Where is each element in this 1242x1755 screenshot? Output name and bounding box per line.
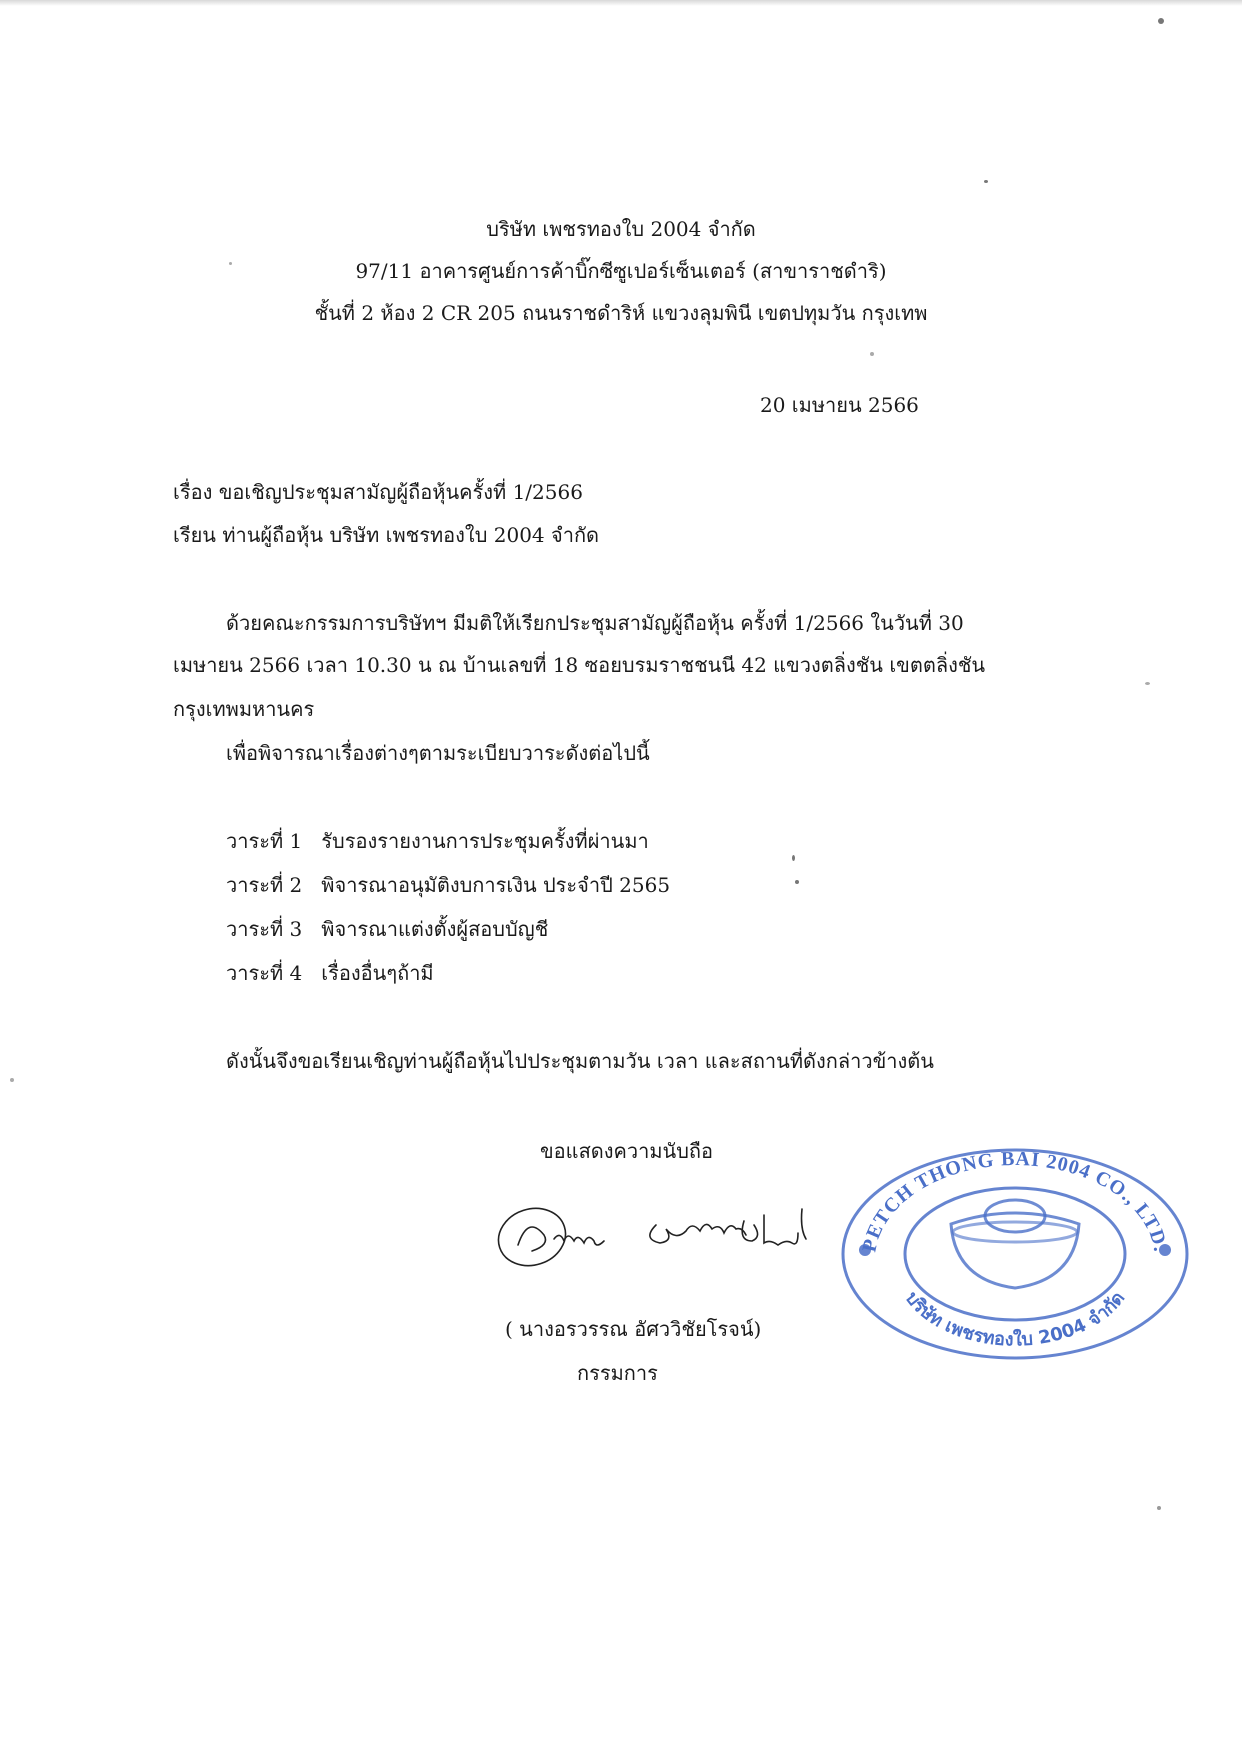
agenda-text: พิจารณาแต่งตั้งผู้สอบบัญชี xyxy=(321,917,549,941)
agenda-number: วาระที่ 4 xyxy=(226,961,303,985)
letter-date: 20 เมษายน 2566 xyxy=(760,393,919,417)
agenda-intro: เพื่อพิจารณาเรื่องต่างๆตามระเบียบวาระดังต่อไปนี้ xyxy=(226,741,650,765)
scan-speck xyxy=(870,352,874,356)
agenda-text: พิจารณาอนุมัติงบการเงิน ประจำปี 2565 xyxy=(321,873,671,897)
agenda-item xyxy=(226,960,434,986)
address-line-2: ชั้นที่ 2 ห้อง 2 CR 205 ถนนราชดำริห์ แขวงลุมพินี เขตปทุมวัน กรุงเทพ xyxy=(314,301,928,325)
scan-speck xyxy=(229,262,232,265)
agenda-number: วาระที่ 2 xyxy=(226,873,303,897)
scan-speck xyxy=(1145,682,1150,685)
letter-recipient: เรียน ท่านผู้ถือหุ้น บริษัท เพชรทองใบ 2004 จำกัด xyxy=(173,523,600,547)
handwritten-signature xyxy=(496,1195,836,1280)
address-line-1: 97/11 อาคารศูนย์การค้าบิ๊กซีซูเปอร์เซ็นเตอร์ (สาขาราชดำริ) xyxy=(355,259,887,283)
agenda-text: เรื่องอื่นๆถ้ามี xyxy=(321,961,434,985)
agenda-item xyxy=(226,916,548,942)
closing-text: ดังนั้นจึงขอเรียนเชิญท่านผู้ถือหุ้นไปประชุมตามวัน เวลา และสถานที่ดังกล่าวข้างต้น xyxy=(226,1049,934,1073)
scan-speck xyxy=(984,180,988,183)
scan-speck xyxy=(792,855,795,861)
company-seal-stamp xyxy=(835,1140,1195,1360)
scan-speck xyxy=(10,1078,14,1082)
scan-edge-shadow xyxy=(0,0,1242,6)
body-line-2: เมษายน 2566 เวลา 10.30 น ณ บ้านเลขที่ 18 ซอยบรมราชชนนี 42 แขวงตลิ่งชัน เขตตลิ่งชัน xyxy=(173,653,986,677)
letter-subject: เรื่อง ขอเชิญประชุมสามัญผู้ถือหุ้นครั้งที่ 1/2566 xyxy=(173,480,583,504)
agenda-number: วาระที่ 1 xyxy=(226,829,303,853)
agenda-item xyxy=(226,872,670,898)
agenda-item xyxy=(226,828,649,854)
stamp-bottom-text: บริษัท เพชรทองใบ 2004 จำกัด xyxy=(900,1287,1130,1351)
agenda-number: วาระที่ 3 xyxy=(226,917,303,941)
regards-text: ขอแสดงความนับถือ xyxy=(540,1139,714,1163)
body-line-3: กรุงเทพมหานคร xyxy=(173,697,315,721)
scan-speck xyxy=(1157,1506,1161,1510)
agenda-text: รับรองรายงานการประชุมครั้งที่ผ่านมา xyxy=(321,829,649,853)
stamp-top-text: PETCH THONG BAI 2004 CO., LTD. xyxy=(858,1147,1172,1254)
scan-speck xyxy=(1158,18,1164,24)
signer-title: กรรมการ xyxy=(577,1361,658,1385)
signer-name: ( นางอรวรรณ อัศววิชัยโรจน์) xyxy=(505,1317,762,1341)
company-name: บริษัท เพชรทองใบ 2004 จำกัด xyxy=(486,217,756,241)
scan-speck xyxy=(795,880,799,884)
body-line-1: ด้วยคณะกรรมการบริษัทฯ มีมติให้เรียกประชุมสามัญผู้ถือหุ้น ครั้งที่ 1/2566 ในวันที่ 30 xyxy=(226,611,964,635)
